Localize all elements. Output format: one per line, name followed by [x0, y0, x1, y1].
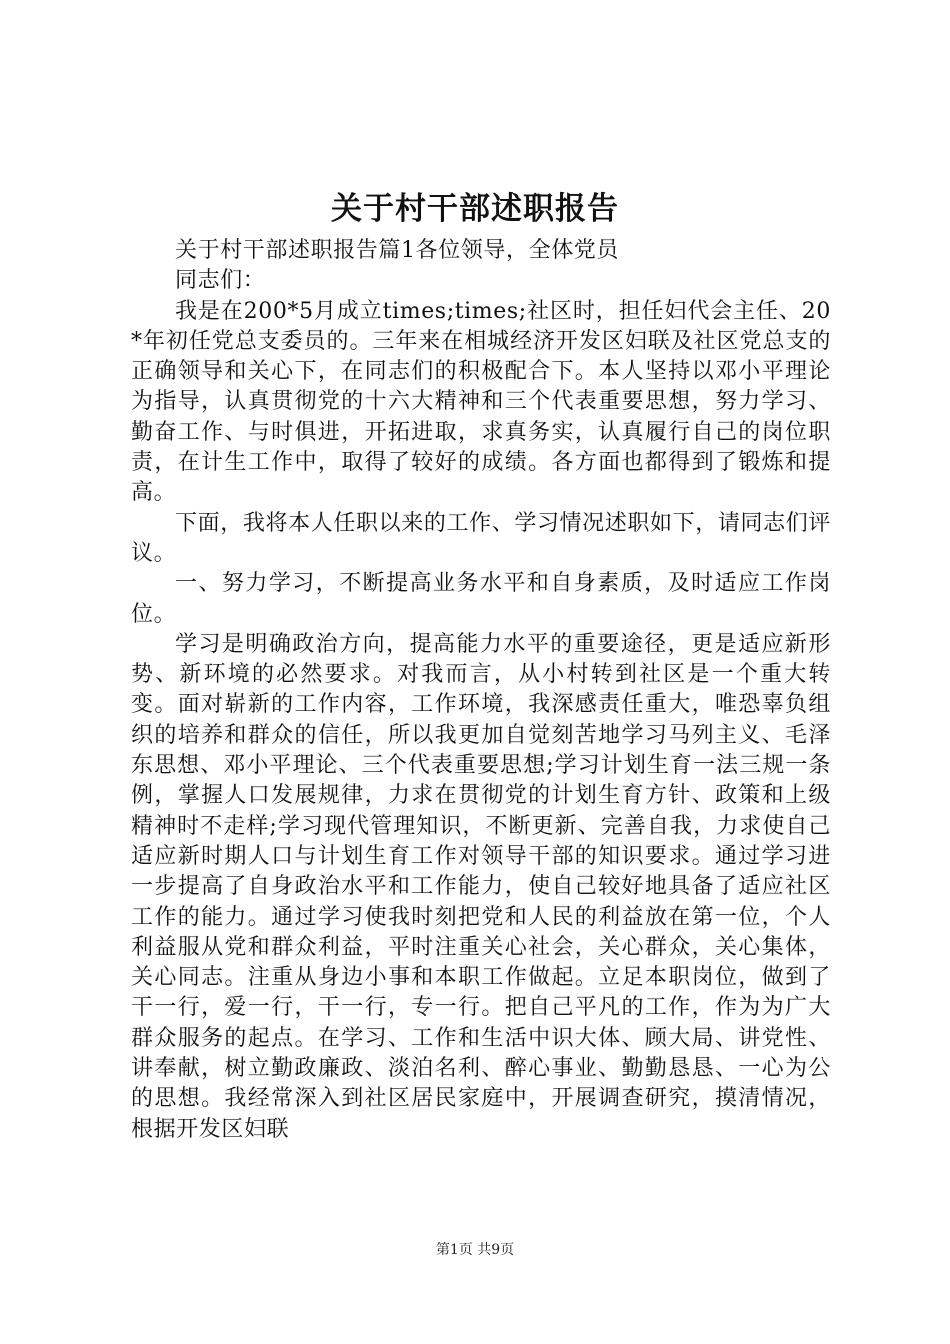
- page-footer: 第1页 共9页: [435, 1242, 515, 1258]
- document-title: 关于村干部述职报告: [331, 191, 619, 227]
- paragraph: 下面，我将本人任职以来的工作、学习情况述职如下，请同志们评议。: [131, 510, 831, 566]
- paragraph: 学习是明确政治方向，提高能力水平的重要途径，更是适应新形势、新环境的必然要求。对我而言，从小村转到社区是一个重大转变。面对崭新的工作内容，工作环境，我深感责任重大，唯恐辜负组织的培养和群众的信任，所以我更加自觉刻苦地学习马列主义、毛泽东思想、邓小平理论、三个代表重要思想;学习计划生育一法三规一条例，掌握人口发展规律，力求在贯彻党的计划生育方针、政策和上级精神时不走样;学习现代管理知识，不断更新、完善自我，力求使自己适应新时期人口与计划生育工作对领导干部的知识要求。通过学习进一步提高了自身政治水平和工作能力，使自己较好地具备了适应社区工作的能力。通过学习使我时刻把党和人民的利益放在第一位，个人利益服从党和群众利益，平时注重关心社会，关心群众，关心集体，关心同志。注重从身边小事和本职工作做起。立足本职岗位，做到了干一行，爱一行，干一行，专一行。把自己平凡的工作，作为为广大群众服务的起点。在学习、工作和生活中识大体、顾大局、讲党性、讲奉献，树立勤政廉政、淡泊名利、醉心事业、勤勤恳恳、一心为公的思想。我经常深入到社区居民家庭中，开展调查研究，摸清情况，根据开发区妇联: [131, 631, 831, 1142]
- paragraph: 一、努力学习，不断提高业务水平和自身素质，及时适应工作岗位。: [131, 571, 831, 627]
- document-body: [131, 236, 831, 1145]
- paragraph: 关于村干部述职报告篇1各位领导，全体党员: [175, 238, 619, 263]
- paragraph: 我是在200*5月成立times;times;社区时，担任妇代会主任、20*年初任党总支委员的。三年来在相城经济开发区妇联及社区党总支的正确领导和关心下，在同志们的积极配合下。本人坚持以邓小平理论为指导，认真贯彻党的十六大精神和三个代表重要思想，努力学习、勤奋工作、与时俱进，开拓进取，求真务实，认真履行自己的岗位职责，在计生工作中，取得了较好的成绩。各方面也都得到了锻炼和提高。: [131, 298, 831, 506]
- paragraph: 同志们：: [175, 268, 266, 294]
